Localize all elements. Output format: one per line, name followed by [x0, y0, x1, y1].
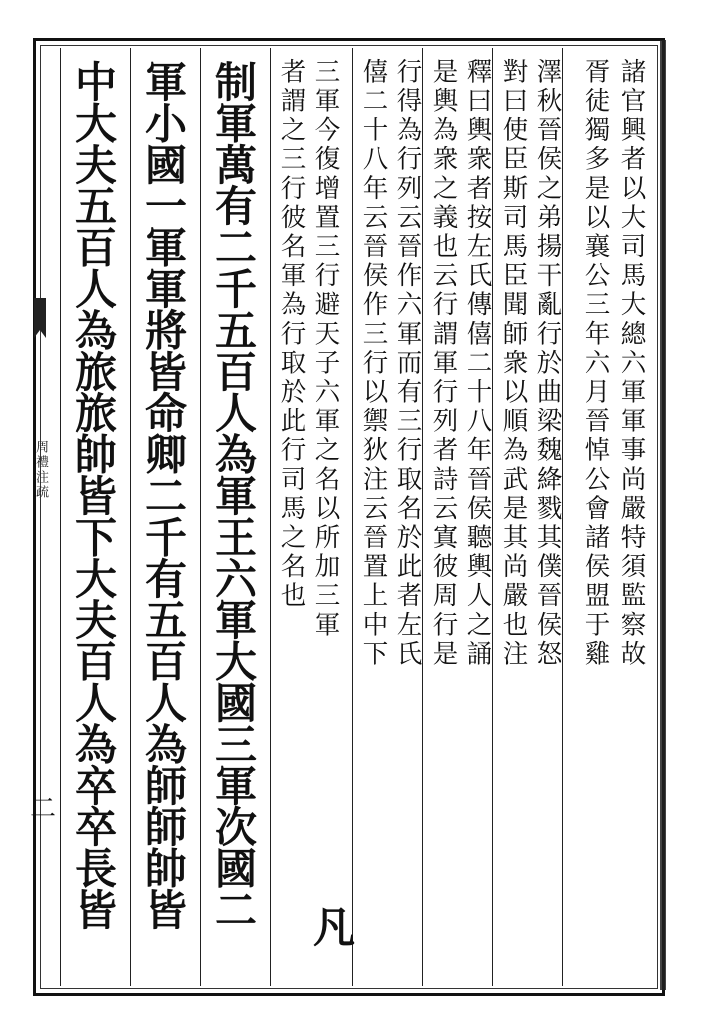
annotation-column: 三軍今復增置三行避天子六軍之名以所加三軍 — [310, 58, 341, 640]
annotation-column: 僖二十八年云晉侯作三行以禦狄注云晉置上中下 — [358, 58, 389, 670]
annotation-column: 對曰使臣斯司馬臣聞師衆以順為武是其尚嚴也注 — [498, 58, 529, 670]
column-rule — [270, 48, 271, 986]
margin-title: 周禮注疏 — [33, 440, 48, 500]
page-number: 二 — [30, 794, 57, 824]
annotation-column: 澤秋晉侯之弟揚干亂行於曲梁魏絳戮其僕晉侯怒 — [532, 58, 563, 670]
main-text-column: 制軍萬有二千五百人為軍王六軍大國三軍次國二 — [209, 60, 258, 930]
annotation-column: 胥徒獨多是以襄公三年六月晉悼公會諸侯盟于雞 — [580, 58, 611, 670]
column-rule — [130, 48, 131, 986]
annotation-column: 釋曰輿衆者按左氏傳僖二十八年晉侯聽輿人之誦 — [462, 58, 493, 670]
annotation-column: 諸官興者以大司馬大總六軍軍事尚嚴特須監察故 — [616, 58, 647, 670]
main-text-inline: 凡 — [307, 905, 356, 947]
main-text-column: 中大夫五百人為旅旅帥皆下大夫百人為卒卒長皆 — [69, 60, 118, 930]
main-text-column: 軍小國一軍軍將皆命卿二千有五百人為師師帥皆 — [139, 60, 188, 930]
annotation-column: 者謂之三行彼名軍為行取於此行司馬之名也 — [276, 58, 307, 611]
column-rule — [60, 48, 61, 986]
annotation-column: 行得為行列云晉作六軍而有三行取名於此者左氏 — [392, 58, 423, 670]
page-frame-inner — [40, 45, 658, 989]
annotation-column: 是輿為衆之義也云行謂軍行列者詩云寘彼周行是 — [428, 58, 459, 670]
column-rule — [200, 48, 201, 986]
page-right-edge — [660, 40, 666, 990]
column-rule — [352, 48, 353, 986]
